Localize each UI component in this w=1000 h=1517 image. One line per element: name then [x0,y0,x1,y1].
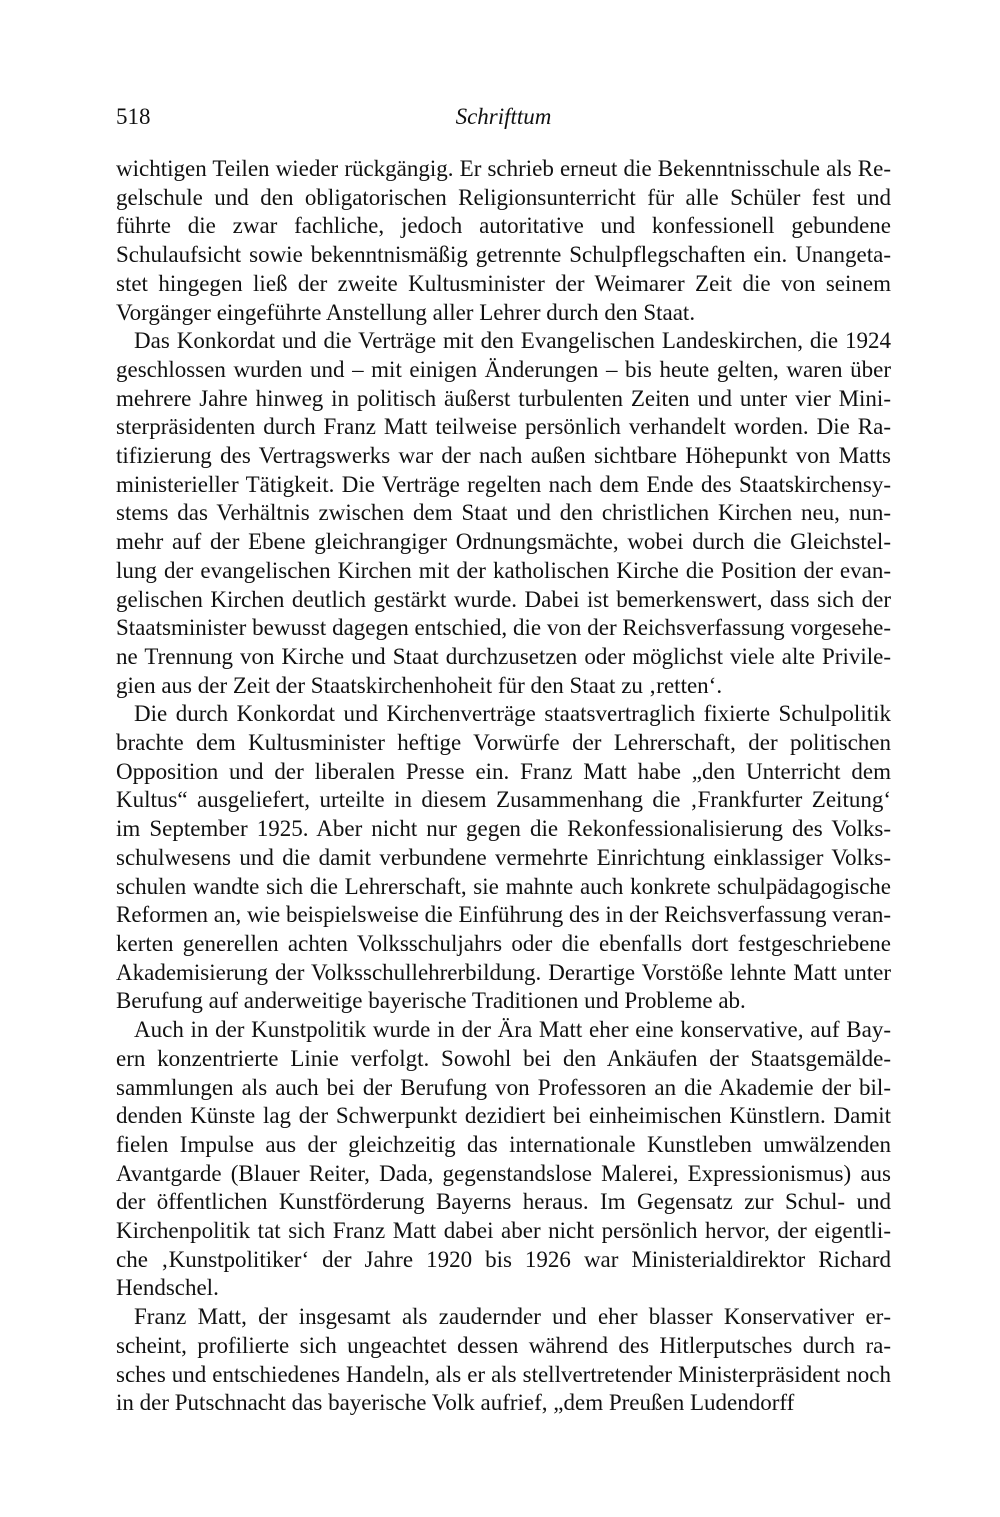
running-title: Schrifttum [455,104,552,129]
body-text [116,155,891,1418]
paragraph-schulpolitik: Die durch Konkordat und Kirchenverträge staatsvertraglich fixierte Schulpolitik brachte dem Kultusminister heftige Vorwürfe der Lehrerschaft, der politischen Opposition und der liberalen Presse ein. Franz Matt habe „den Unterricht dem Kultus“ ausgeliefert, urteilte in diesem Zusammenhang die ‚Frankfurter Zeitung‘ im September 1925. Aber nicht nur gegen die Rekonfessionalisierung des Volksschulwesens und die damit verbundene vermehrte Einrichtung einklassiger Volksschulen wandte sich die Lehrerschaft, sie mahnte auch konkrete schulpädagogische Reformen an, wie beispielsweise die Einführung des in der Reichsverfassung verankerten generellen achten Volksschuljahrs oder die ebenfalls dort festgeschriebene Akademisierung der Volksschullehrerbildung. Derartige Vorstöße lehnte Matt unter Berufung auf anderweitige bayerische Traditionen und Probleme ab. [116,701,891,1014]
paragraph-konkordat: Das Konkordat und die Verträge mit den Evangelischen Landeskirchen, die 1924 geschlossen wurden und – mit einigen Änderungen – bis heute gelten, waren über mehrere Jahre hinweg in politisch äußerst turbulenten Zeiten und unter vier Ministerpräsidenten durch Franz Matt teilweise persönlich verhandelt worden. Die Ratifizierung des Vertragswerks war der nach außen sichtbare Höhepunkt von Matts ministerieller Tätigkeit. Die Verträge regelten nach dem Ende des Staatskirchensystems das Verhältnis zwischen dem Staat und den christlichen Kirchen neu, nunmehr auf der Ebene gleichrangiger Ordnungsmächte, wobei durch die Gleichstellung der evangelischen Kirchen mit der katholischen Kirche die Position der evangelischen Kirchen deutlich gestärkt wurde. Dabei ist bemerkenswert, dass sich der Staatsminister bewusst dagegen entschied, die von der Reichsverfassung vorgesehene Trennung von Kirche und Staat durchzusetzen oder möglichst viele alte Privilegien aus der Zeit der Staatskirchenhoheit für den Staat zu ‚retten‘. [116,328,891,698]
paragraph-continuation: wichtigen Teilen wieder rückgängig. Er schrieb erneut die Bekenntnisschule als Regelschule und den obligatorischen Religionsunterricht für alle Schüler fest und führte die zwar fachliche, jedoch autoritative und konfessionell gebundene Schulaufsicht sowie bekenntnismäßig getrennte Schulpflegschaften ein. Unangetastet hingegen ließ der zweite Kultusminister der Weimarer Zeit die von seinem Vorgänger eingeführte Anstellung aller Lehrer durch den Staat. [116,156,891,325]
paragraph-hitlerputsch: Franz Matt, der insgesamt als zaudernder und eher blasser Konservativer erscheint, profilierte sich ungeachtet dessen während des Hitlerputsches durch rasches und entschiedenes Handeln, als er als stellvertretender Ministerpräsident noch in der Putschnacht das bayerische Volk aufrief, „dem Preußen Ludendorff [116,1304,891,1416]
page-number: 518 [116,104,151,129]
running-head [116,100,891,134]
paragraph-kunstpolitik: Auch in der Kunstpolitik wurde in der Ära Matt eher eine konservative, auf Bayern konzentrierte Linie verfolgt. Sowohl bei den Ankäufen der Staatsgemäldesammlungen als auch bei der Berufung von Professoren an die Akademie der bildenden Künste lag der Schwerpunkt dezidiert bei einheimischen Künstlern. Damit fielen Impulse aus der gleichzeitig das internationale Kunstleben umwälzenden Avantgarde (Blauer Reiter, Dada, gegenstandslose Malerei, Expressionismus) aus der öffentlichen Kunstförderung Bayerns heraus. Im Gegensatz zur Schul- und Kirchenpolitik tat sich Franz Matt dabei aber nicht persönlich hervor, der eigentliche ‚Kunstpolitiker‘ der Jahre 1920 bis 1926 war Ministerialdirektor Richard Hendschel. [116,1017,891,1301]
